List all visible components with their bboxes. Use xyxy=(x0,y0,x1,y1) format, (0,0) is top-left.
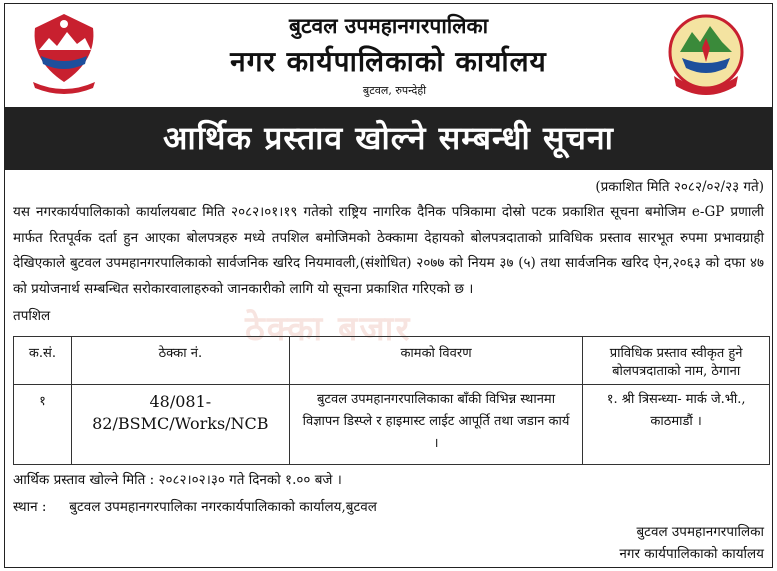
cell-description: बुटवल उपमहानगरपालिकाका बाँकी विभिन्न स्थानमा विज्ञापन डिस्प्ले र हाइमास्ट लाईट आपूर्ति तथा जडान कार्य । xyxy=(289,385,583,465)
signature-line-municipality: बुटवल उपमहानगरपालिका xyxy=(636,524,764,540)
contract-table xyxy=(13,336,770,465)
published-date: (प्रकाशित मिति २०८२/०२/२३ गते) xyxy=(595,179,764,195)
office-name: नगर कार्यपालिकाको कार्यालय xyxy=(230,45,547,78)
letterhead xyxy=(5,4,772,104)
cell-sn: १ xyxy=(14,385,72,465)
col-header-bidder: प्राविधिक प्रस्ताव स्वीकृत हुने बोलपत्रदाताको नाम, ठेगाना xyxy=(583,337,770,385)
office-address: बुटवल, रुपन्देही xyxy=(362,84,427,97)
col-header-description: कामको विवरण xyxy=(289,337,583,385)
notice-paragraph: यस नगरकार्यपालिकाको कार्यालयबाट मिति २०८२।०१।१९ गतेको राष्ट्रिय नागरिक दैनिक पत्रिकामा दोस्रो पटक प्रकाशित सूचना बमोजिम e-GP प्रणाली मार्फत रितपूर्वक दर्ता हुन आएका बोलपत्रहरु मध्ये तपशिल बमोजिमको ठेक्कामा देहायको बोलपत्रदाताको प्राविधिक प्रस्ताव सारभूत रुपमा प्रभावग्राही देखिएकाले बुटवल उपमहानगरपालिकाको सार्वजनिक खरिद नियमावली,(संशोधित) २०७७ को नियम ३७ (५) तथा सार्वजनिक खरिद ऐन,२०६३ को दफा ४७ को प्रयोजनार्थ सम्बन्धित सरोकारवालाहरुको जानकारीको लागि यो सूचना प्रकाशित गरिएको छ । xyxy=(13,204,764,297)
financial-proposal-open-date: आर्थिक प्रस्ताव खोल्ने मिति : २०८२।०२।३० गते दिनको १.०० बजे । xyxy=(13,472,342,488)
signature-line-office: नगर कार्यपालिकाको कार्यालय xyxy=(619,546,764,562)
cell-contract-no: 48/081-82/BSMC/Works/NCB xyxy=(71,385,289,465)
table-header-row xyxy=(14,337,770,385)
opening-place xyxy=(13,497,377,515)
notice-body xyxy=(13,200,764,302)
watermark-text: ठेक्का बजार xyxy=(245,309,412,349)
details-label: तपशिल xyxy=(13,308,51,324)
place-value: बुटवल उपमहानगरपालिका नगरकार्यपालिकाको कार्यालय,बुटवल xyxy=(69,499,377,515)
cell-bidder: १. श्री त्रिसन्ध्या- मार्क जे.भी., काठमाडौं । xyxy=(583,385,770,465)
place-label: स्थान : xyxy=(13,499,47,515)
notice-page xyxy=(4,3,773,568)
col-header-sn: क.सं. xyxy=(14,337,72,385)
municipality-emblem-right xyxy=(666,12,746,96)
municipality-name: बुटवल उपमहानगरपालिका xyxy=(288,13,489,38)
col-header-contract-no: ठेक्का नं. xyxy=(71,337,289,385)
table-row xyxy=(14,385,770,465)
notice-title-banner: आर्थिक प्रस्ताव खोल्ने सम्बन्धी सूचना xyxy=(5,107,772,170)
signature-block xyxy=(619,521,764,565)
